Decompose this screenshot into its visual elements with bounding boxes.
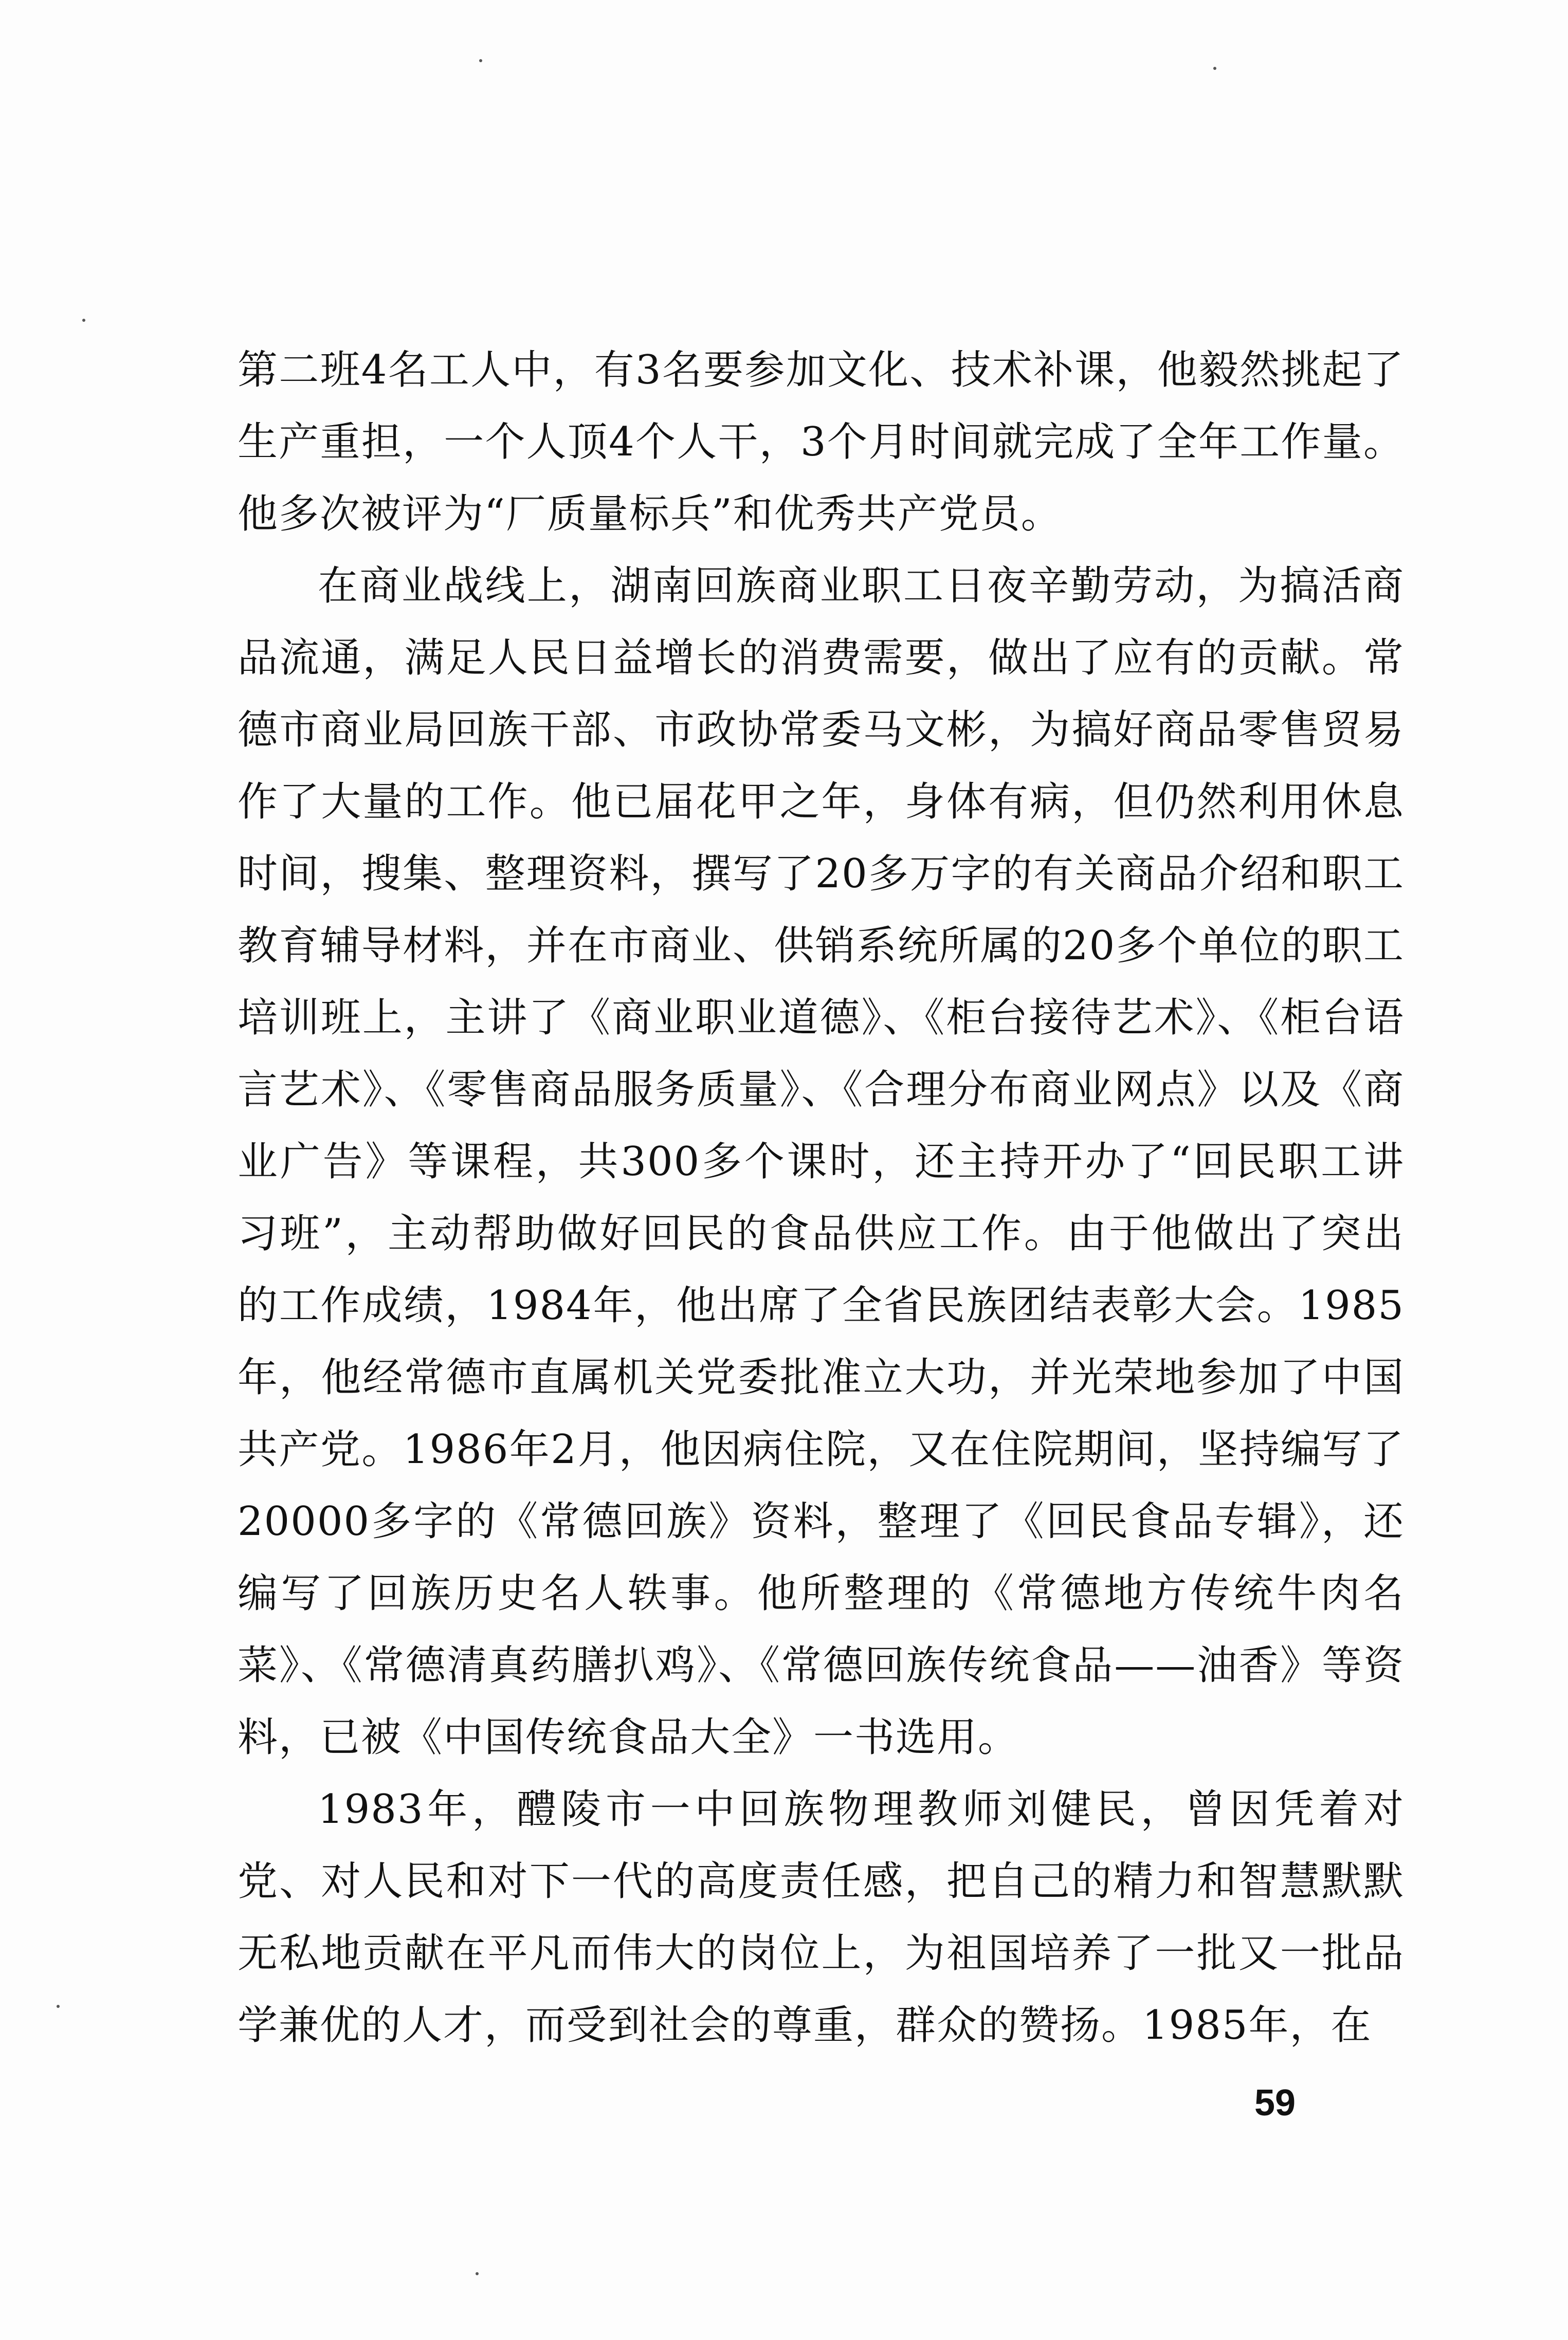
scan-speck <box>476 2272 479 2275</box>
paragraph-continued: 第二班4名工人中，有3名要参加文化、技术补课，他毅然挑起了生产重担，一个人顶4个人干，3个月时间就完成了全年工作量。他多次被评为“厂质量标兵”和优秀共产党员。 <box>238 347 1405 537</box>
scan-speck <box>1213 67 1216 70</box>
scan-speck <box>57 2005 60 2008</box>
page-number: 59 <box>1254 2082 1296 2124</box>
body-text <box>238 334 1405 2061</box>
scan-speck <box>479 59 482 62</box>
paragraph-commerce: 在商业战线上，湖南回族商业职工日夜辛勤劳动，为搞活商品流通，满足人民日益增长的消费需要，做出了应有的贡献。常德市商业局回族干部、市政协常委马文彬，为搞好商品零售贸易作了大量的工作。他已届花甲之年，身体有病，但仍然利用休息时间，搜集、整理资料，撰写了20多万字的有关商品介绍和职工教育辅导材料，并在市商业、供销系统所属的20多个单位的职工培训班上，主讲了《商业职业道德》、《柜台接待艺术》、《柜台语言艺术》、《零售商品服务质量》、《合理分布商业网点》以及《商业广告》等课程，共300多个课时，还主持开办了“回民职工讲习班”，主动帮助做好回民的食品供应工作。由于他做出了突出的工作成绩，1984年，他出席了全省民族团结表彰大会。1985年，他经常德市直属机关党委批准立大功，并光荣地参加了中国共产党。1986年2月，他因病住院，又在住院期间，坚持编写了20000多字的《常德回族》资料，整理了《回民食品专辑》，还编写了回族历史名人轶事。他所整理的《常德地方传统牛肉名菜》、《常德清真药膳扒鸡》、《常德回族传统食品——油香》等资料，已被《中国传统食品大全》一书选用。 <box>238 563 1405 1761</box>
paragraph-teacher: 1983年，醴陵市一中回族物理教师刘健民，曾因凭着对党、对人民和对下一代的高度责任感，把自己的精力和智慧默默无私地贡献在平凡而伟大的岗位上，为祖国培养了一批又一批品学兼优的人才，而受到社会的尊重，群众的赞扬。1985年，在 <box>238 1786 1405 2049</box>
scan-speck <box>82 319 85 322</box>
